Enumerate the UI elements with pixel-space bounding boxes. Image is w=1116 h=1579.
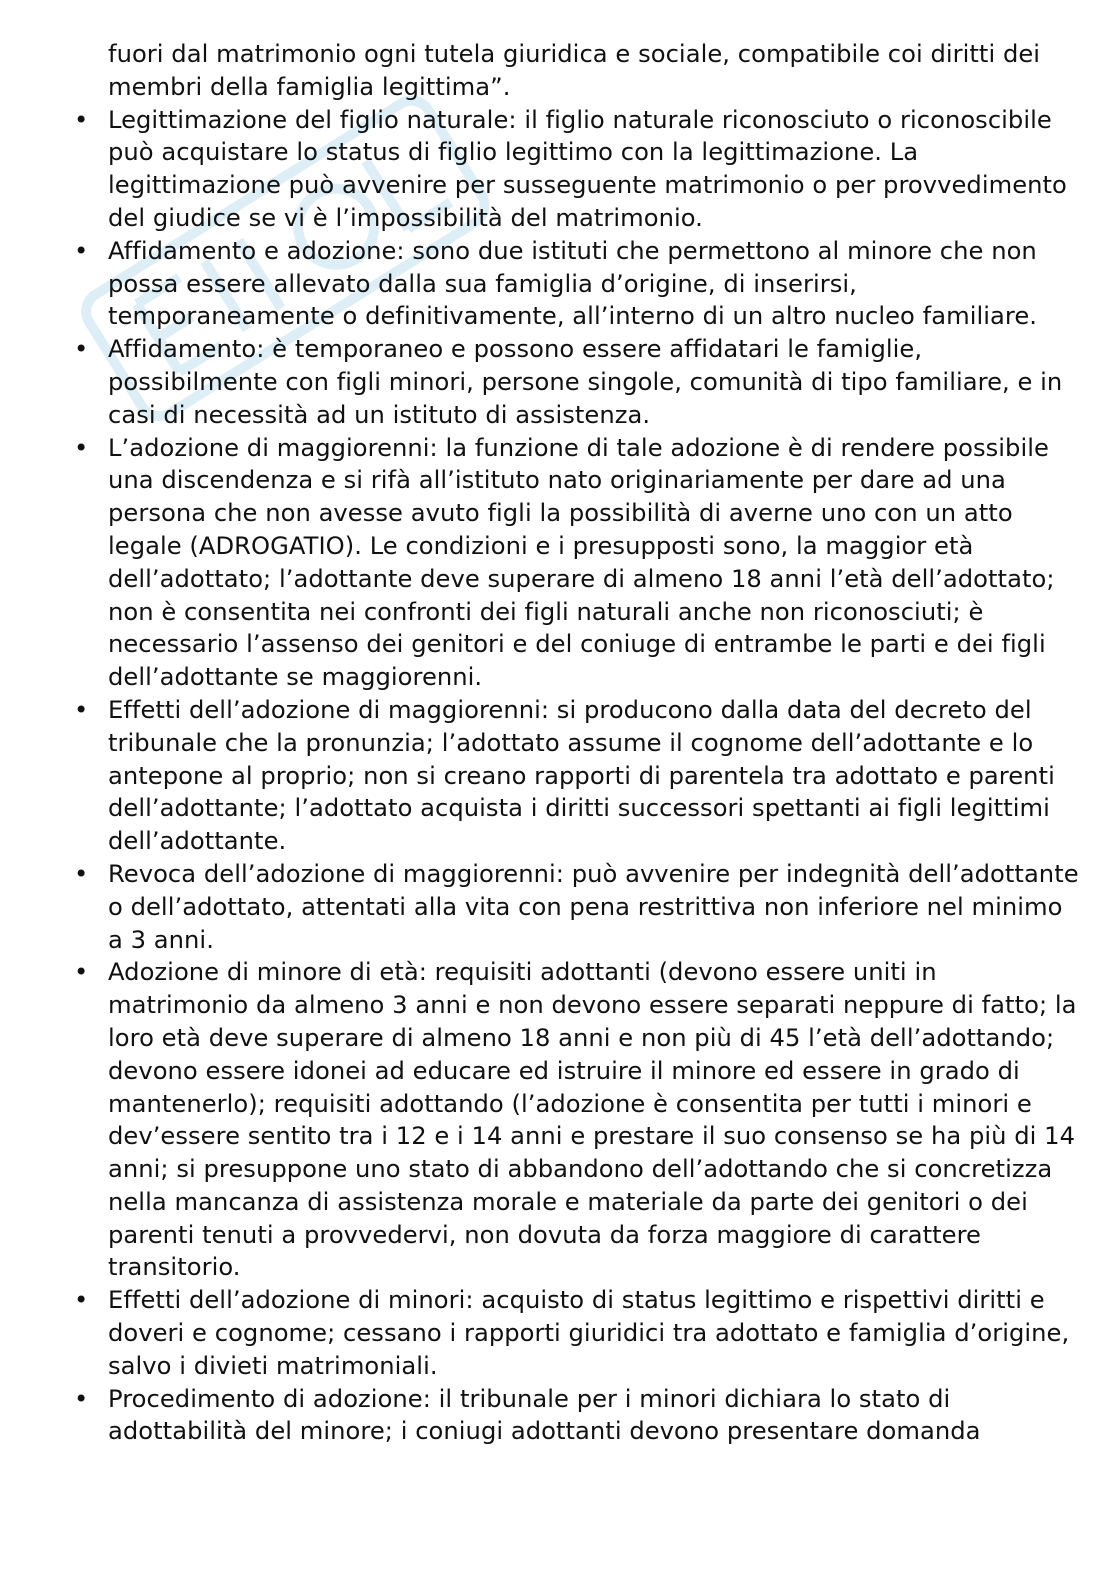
- list-item: [70, 1284, 1080, 1382]
- document-body: [70, 38, 1080, 1448]
- list-item: [70, 235, 1080, 333]
- list-item-text: Effetti dell’adozione di maggiorenni: si producono dalla data del decreto del tribunale che la pronunzia; l’adottato assume il cognome dell’adottante e lo antepone al proprio; non si creano rapporti di parentela tra adottato e parenti dell’adottante; l’adottato acquista i diritti successori spettanti ai figli legittimi dell’adottante.: [108, 695, 1055, 856]
- bullet-list: [70, 104, 1080, 1449]
- list-item: [70, 1383, 1080, 1449]
- bullet-icon: •: [74, 1286, 89, 1315]
- list-item: [70, 956, 1080, 1284]
- list-item-text: Revoca dell’adozione di maggiorenni: può avvenire per indegnità dell’adottante o dell’adottato, attentati alla vita con pena restrittiva non inferiore nel minimo a 3 anni.: [108, 859, 1079, 954]
- list-item-text: Adozione di minore di età: requisiti adottanti (devono essere uniti in matrimonio da almeno 3 anni e non devono essere separati neppure di fatto; la loro età deve superare di almeno 18 anni e non più di 45 l’età dell’adottando; devono essere idonei ad educare ed istruire il minore ed essere in grado di mantenerlo); requisiti adottando (l’adozione è consentita per tutti i minori e dev’essere sentito tra i 12 e i 14 anni e prestare il suo consenso se ha più di 14 anni; si presuppone uno stato di abbandono dell’adottando che si concretizza nella mancanza di assistenza morale e materiale da parte dei genitori o dei parenti tenuti a provvedervi, non dovuta da forza maggiore di carattere transitorio.: [108, 958, 1077, 1282]
- bullet-icon: •: [74, 433, 89, 462]
- bullet-icon: •: [74, 695, 89, 724]
- list-item-text: Affidamento e adozione: sono due istituti che permettono al minore che non possa essere allevato dalla sua famiglia d’origine, di inserirsi, temporaneamente o definitivamente, all’interno di un altro nucleo familiare.: [108, 236, 1038, 331]
- bullet-icon: •: [74, 859, 89, 888]
- list-item-text: Affidamento: è temporaneo e possono essere affidatari le famiglie, possibilmente con figli minori, persone singole, comunità di tipo familiare, e in casi di necessità ad un istituto di assistenza.: [108, 335, 1063, 429]
- list-item: [70, 432, 1080, 694]
- bullet-icon: •: [74, 105, 89, 134]
- list-item-text: Effetti dell’adozione di minori: acquisto di status legittimo e rispettivi diritti e doveri e cognome; cessano i rapporti giuridici tra adottato e famiglia d’origine, salvo i divieti matrimoniali.: [108, 1286, 1070, 1380]
- continuation-paragraph: fuori dal matrimonio ogni tutela giuridica e sociale, compatibile coi diritti dei membri della famiglia legittima”.: [108, 40, 1041, 101]
- list-item: [70, 694, 1080, 858]
- list-item-text: Procedimento di adozione: il tribunale per i minori dichiara lo stato di adottabilità del minore; i coniugi adottanti devono presentare domanda: [108, 1384, 981, 1446]
- bullet-icon: •: [74, 236, 89, 265]
- bullet-icon: •: [74, 1384, 89, 1413]
- list-item: [70, 333, 1080, 431]
- list-item: [70, 104, 1080, 235]
- bullet-icon: •: [74, 958, 89, 987]
- bullet-icon: •: [74, 335, 89, 364]
- list-item: [70, 858, 1080, 956]
- list-item-text: Legittimazione del figlio naturale: il figlio naturale riconosciuto o riconoscibile può acquistare lo status di figlio legittimo con la legittimazione. La legittimazione può avvenire per susseguente matrimonio o per provvedimento del giudice se vi è l’impossibilità del matrimonio.: [108, 105, 1067, 232]
- list-item-text: L’adozione di maggiorenni: la funzione di tale adozione è di rendere possibile una discendenza e si rifà all’istituto nato originariamente per dare ad una persona che non avesse avuto figli la possibilità di averne uno con un atto legale (ADROGATIO). Le condizioni e i presupposti sono, la maggior età dell’adottato; l’adottante deve superare di almeno 18 anni l’età dell’adottato; non è consentita nei confronti dei figli naturali anche non riconosciuti; è necessario l’assenso dei genitori e del coniuge di entrambe le parti e dei figli dell’adottante se maggiorenni.: [108, 433, 1055, 692]
